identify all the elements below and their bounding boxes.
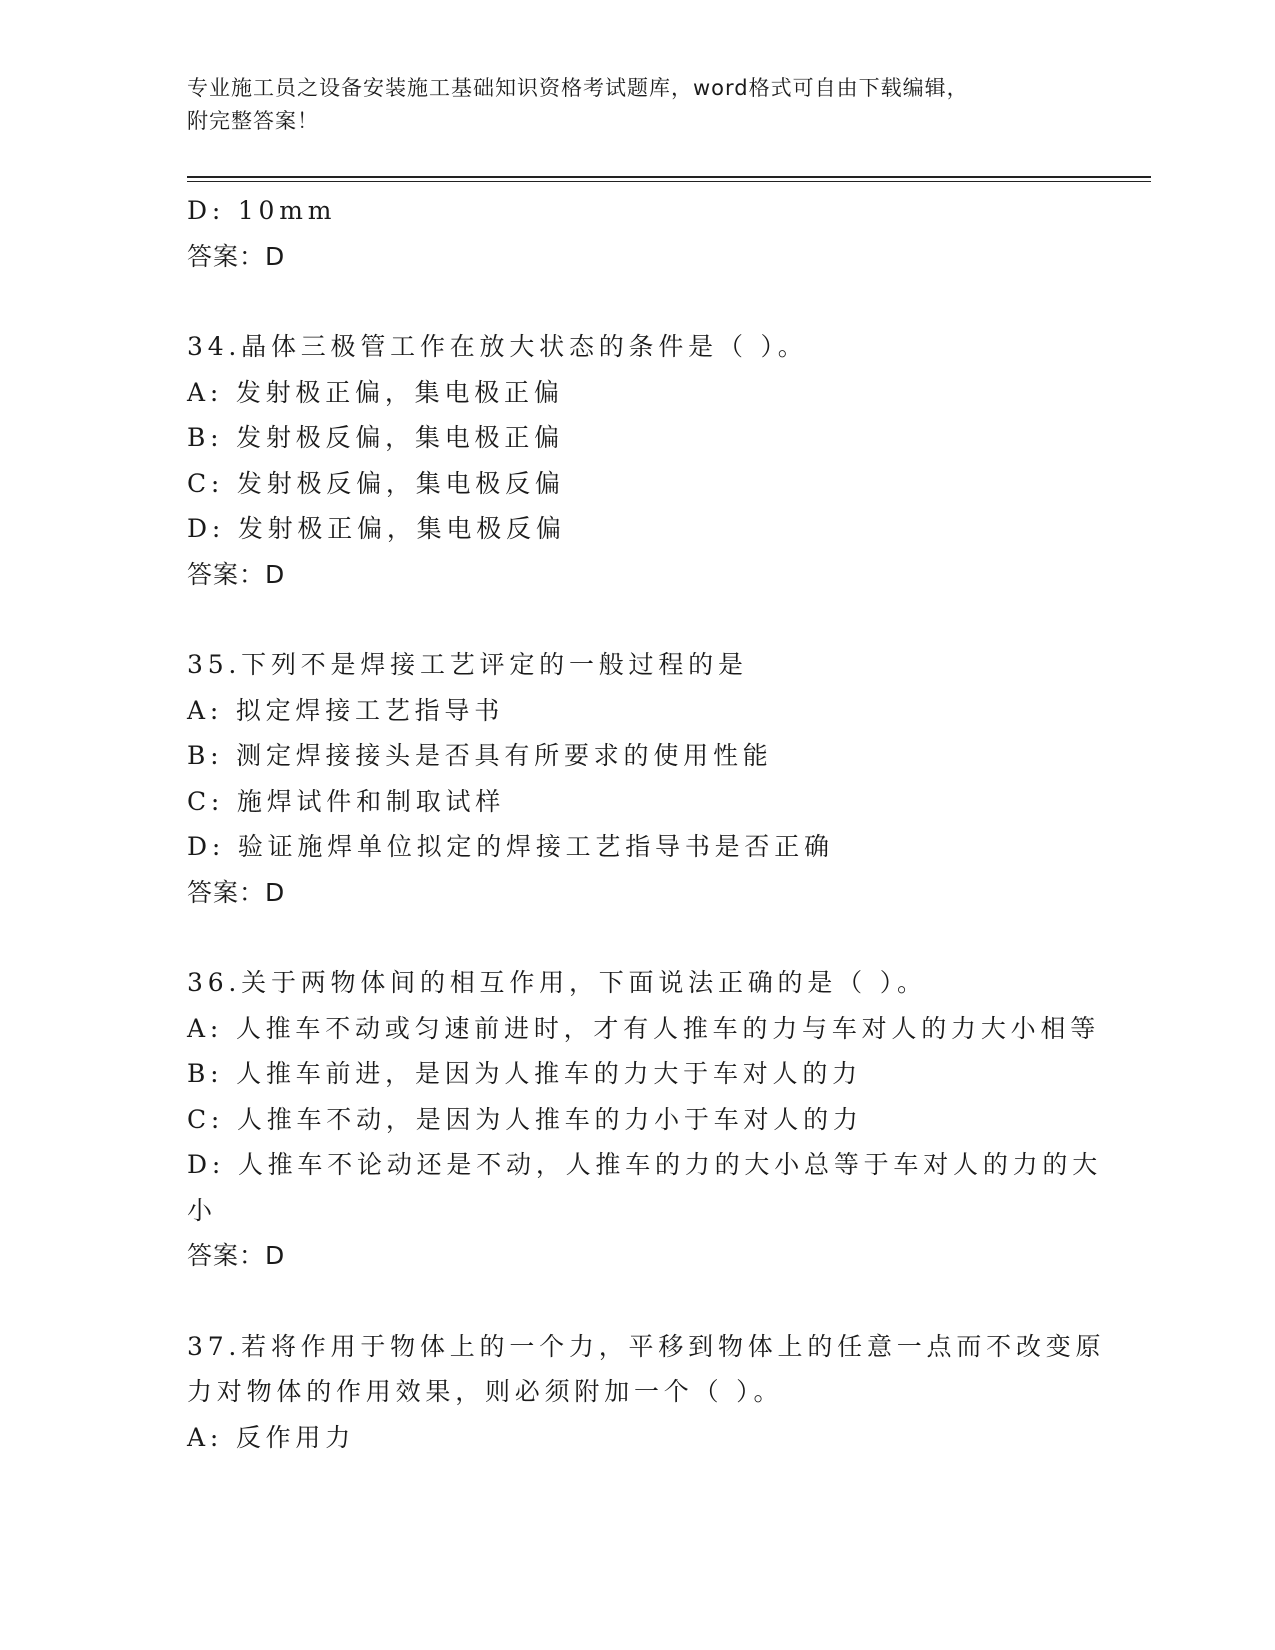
answer-line: 答案：D [187,559,286,589]
option-c: C: 发射极反偏，集电极反偏 [187,468,565,498]
spacer [187,597,1087,642]
option-a: A: 发射极正偏，集电极正偏 [187,377,564,407]
question-35 [187,642,1087,915]
question-stem: 35.下列不是焊接工艺评定的一般过程的是 [187,650,748,679]
answer-line: 答案：D [187,1241,286,1270]
option-c: C: 施焊试件和制取试样 [187,786,506,816]
option-d: D: 验证施焊单位拟定的焊接工艺指导书是否正确 [187,832,834,861]
option-b: B: 人推车前进，是因为人推车的力大于车对人的力 [187,1059,862,1088]
option-b: B: 测定焊接接头是否具有所要求的使用性能 [187,741,773,770]
option-d: D: 人推车不论动还是不动，人推车的力的大小总等于车对人的力的大 [187,1150,1103,1179]
option-a: A: 反作用力 [187,1422,356,1452]
spacer [187,915,1087,960]
question-stem-continuation: 力对物体的作用效果，则必须附加一个（ ）。 [187,1377,784,1406]
spacer [187,1279,1087,1324]
header-line-1: 专业施工员之设备安装施工基础知识资格考试题库，word格式可自由下载编辑， [187,76,969,100]
question-36 [187,960,1103,1279]
option-d: D: 发射极正偏，集电极反偏 [187,514,566,543]
spacer [187,279,1087,324]
question-list [187,188,1106,1460]
option-c: C: 人推车不动，是因为人推车的力小于车对人的力 [187,1104,863,1134]
header-divider-thin [187,181,1151,182]
question-stem: 34.晶体三极管工作在放大状态的条件是（ ）。 [187,332,808,361]
header-line-2: 附完整答案！ [187,109,319,133]
answer-line: 答案：D [187,877,286,907]
question-37 [187,1324,1106,1461]
question-stem: 36.关于两物体间的相互作用，下面说法正确的是（ ）。 [187,968,927,997]
header-divider-thick [187,176,1151,178]
question-34 [187,324,1087,597]
option-a: A: 拟定焊接工艺指导书 [187,695,505,725]
option-b: B: 发射极反偏，集电极正偏 [187,423,564,452]
option-d: D: 10mm [187,196,337,225]
option-a: A: 人推车不动或匀速前进时，才有人推车的力与车对人的力大小相等 [187,1013,1101,1043]
question-33-tail [187,188,1087,279]
option-d-continuation: 小 [187,1195,217,1225]
question-stem: 37.若将作用于物体上的一个力，平移到物体上的任意一点而不改变原 [187,1331,1106,1361]
answer-line: 答案：D [187,241,286,271]
document-header [187,72,1087,138]
